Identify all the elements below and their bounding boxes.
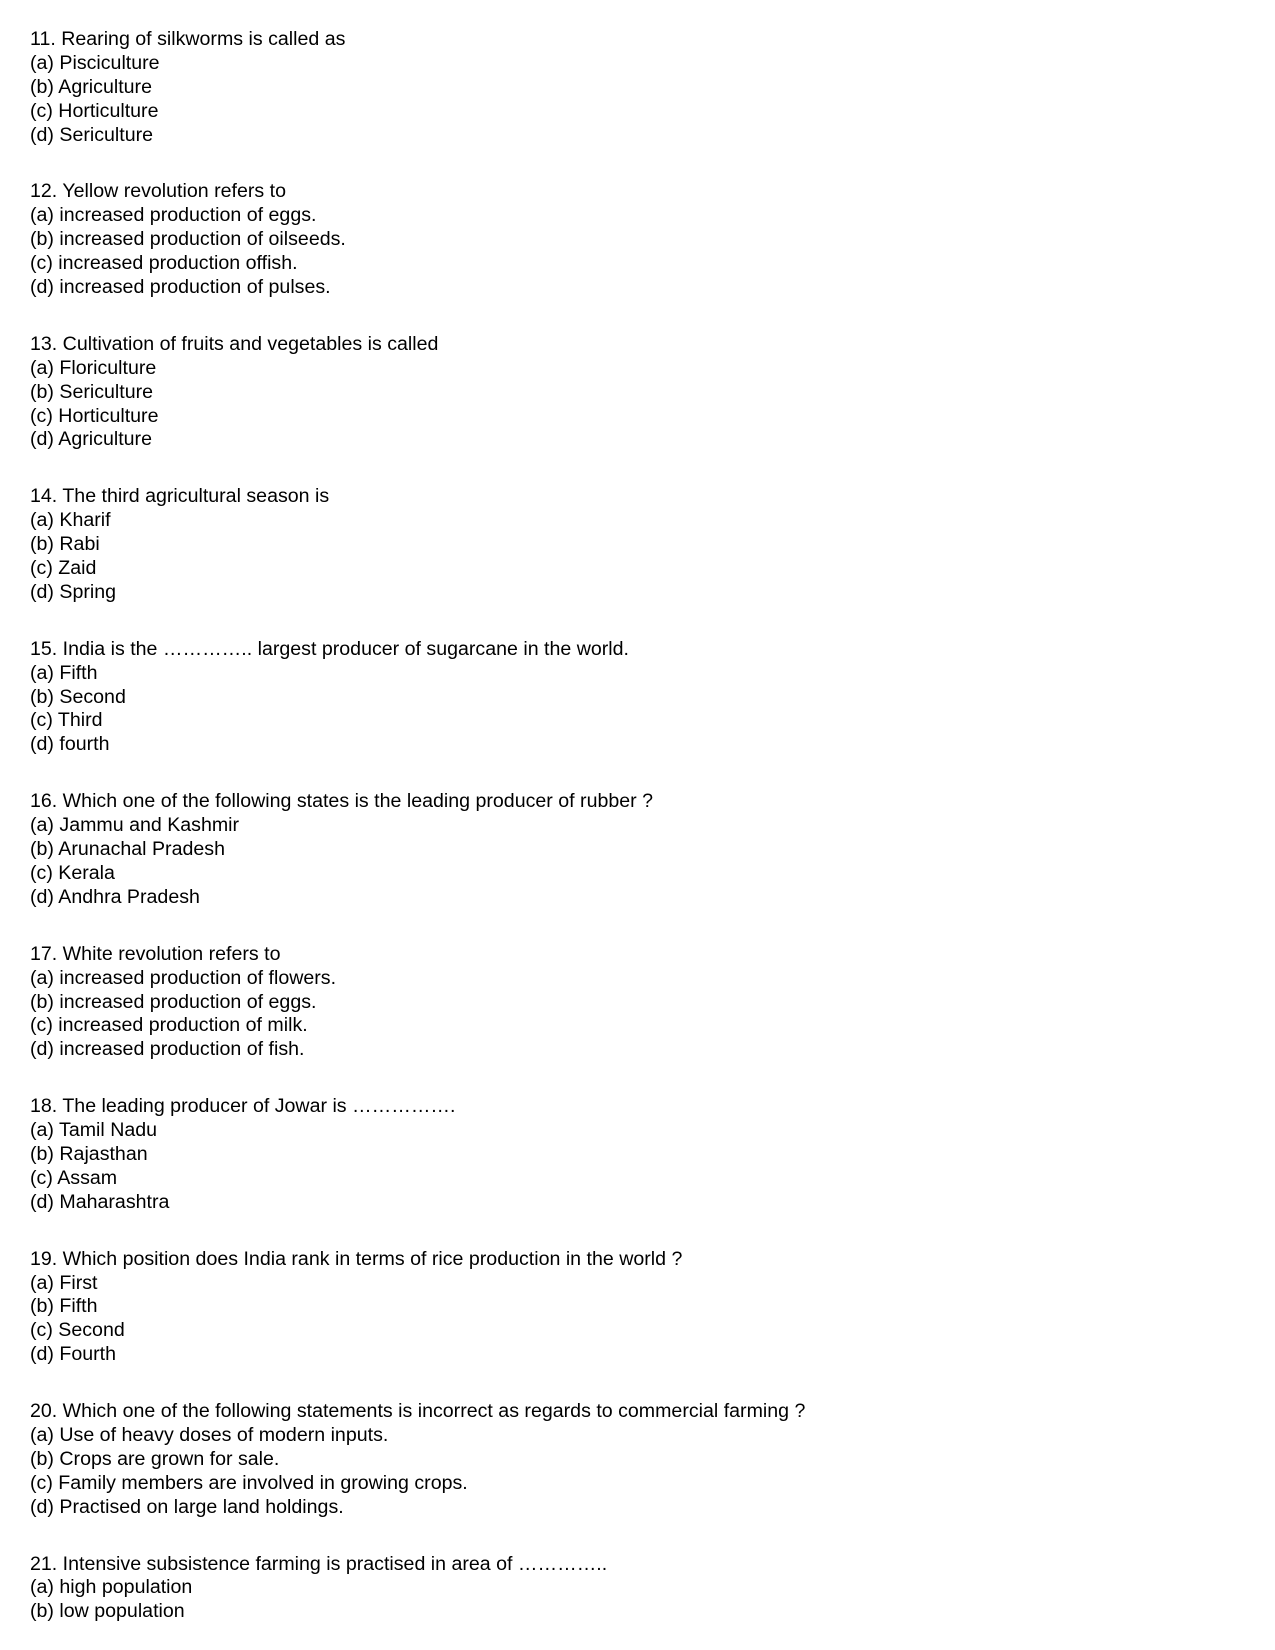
option-c: (c) Third [30, 709, 103, 732]
option-a: (a) Jammu and Kashmir [30, 814, 240, 837]
option-a: (a) First [30, 1271, 98, 1294]
question-text: 12. Yellow revolution refers to [30, 180, 286, 203]
question-text: 14. The third agricultural season is [30, 485, 330, 508]
option-b: (b) Fifth [30, 1295, 98, 1318]
option-b: (b) Second [30, 685, 126, 708]
option-a: (a) Floriculture [30, 356, 157, 379]
question-text: 13. Cultivation of fruits and vegetables is called [30, 332, 439, 355]
option-b: (b) Sericulture [30, 380, 154, 403]
question-text: 16. Which one of the following states is the leading producer of rubber ? [30, 790, 654, 813]
question-21 [30, 1553, 1245, 1625]
option-a: (a) Pisciculture [30, 51, 160, 74]
option-d: (d) fourth [30, 733, 110, 756]
option-a: (a) Tamil Nadu [30, 1119, 158, 1142]
question-17 [30, 943, 1245, 1062]
question-text: 20. Which one of the following statements is incorrect as regards to commercial farming ? [30, 1400, 806, 1423]
option-d: (d) increased production of pulses. [30, 276, 331, 299]
option-b: (b) increased production of oilseeds. [30, 228, 346, 251]
option-c: (c) Second [30, 1319, 125, 1342]
option-a: (a) Use of heavy doses of modern inputs. [30, 1423, 389, 1446]
option-d: (d) Sericulture [30, 123, 154, 146]
question-text: 19. Which position does India rank in terms of rice production in the world ? [30, 1247, 683, 1270]
option-d: (d) Practised on large land holdings. [30, 1495, 344, 1518]
option-c: (c) increased production of milk. [30, 1014, 308, 1037]
option-d: (d) increased production of fish. [30, 1038, 305, 1061]
option-c: (c) Assam [30, 1166, 118, 1189]
question-15 [30, 638, 1245, 757]
question-16 [30, 790, 1245, 909]
option-b: (b) Rabi [30, 533, 100, 556]
question-text: 17. White revolution refers to [30, 942, 281, 965]
document-page [30, 28, 1245, 1624]
option-b: (b) Arunachal Pradesh [30, 838, 225, 861]
option-c: (c) Family members are involved in growing crops. [30, 1471, 468, 1494]
option-b: (b) Crops are grown for sale. [30, 1447, 280, 1470]
question-13 [30, 333, 1245, 452]
option-d: (d) Spring [30, 580, 117, 603]
option-c: (c) Horticulture [30, 404, 159, 427]
option-b: (b) Rajasthan [30, 1142, 148, 1165]
question-text: 21. Intensive subsistence farming is practised in area of ………….. [30, 1552, 608, 1575]
option-a: (a) Kharif [30, 509, 111, 532]
option-a: (a) high population [30, 1576, 193, 1599]
option-d: (d) Andhra Pradesh [30, 885, 200, 908]
option-d: (d) Agriculture [30, 428, 152, 451]
question-text: 18. The leading producer of Jowar is ……………. [30, 1095, 456, 1118]
option-c: (c) increased production offish. [30, 252, 298, 275]
option-a: (a) increased production of flowers. [30, 966, 337, 989]
question-12 [30, 180, 1245, 299]
question-18 [30, 1095, 1245, 1214]
question-14 [30, 485, 1245, 604]
option-c: (c) Horticulture [30, 99, 159, 122]
option-b: (b) low population [30, 1600, 185, 1623]
option-a: (a) increased production of eggs. [30, 204, 317, 227]
question-text: 11. Rearing of silkworms is called as [30, 28, 346, 50]
option-b: (b) increased production of eggs. [30, 990, 317, 1013]
question-19 [30, 1248, 1245, 1367]
option-b: (b) Agriculture [30, 75, 152, 98]
option-d: (d) Fourth [30, 1343, 117, 1366]
question-20 [30, 1400, 1245, 1519]
question-text: 15. India is the ………….. largest producer of sugarcane in the world. [30, 637, 629, 660]
option-a: (a) Fifth [30, 661, 98, 684]
question-11 [30, 28, 1245, 147]
option-d: (d) Maharashtra [30, 1190, 170, 1213]
option-c: (c) Zaid [30, 557, 97, 580]
option-c: (c) Kerala [30, 861, 115, 884]
